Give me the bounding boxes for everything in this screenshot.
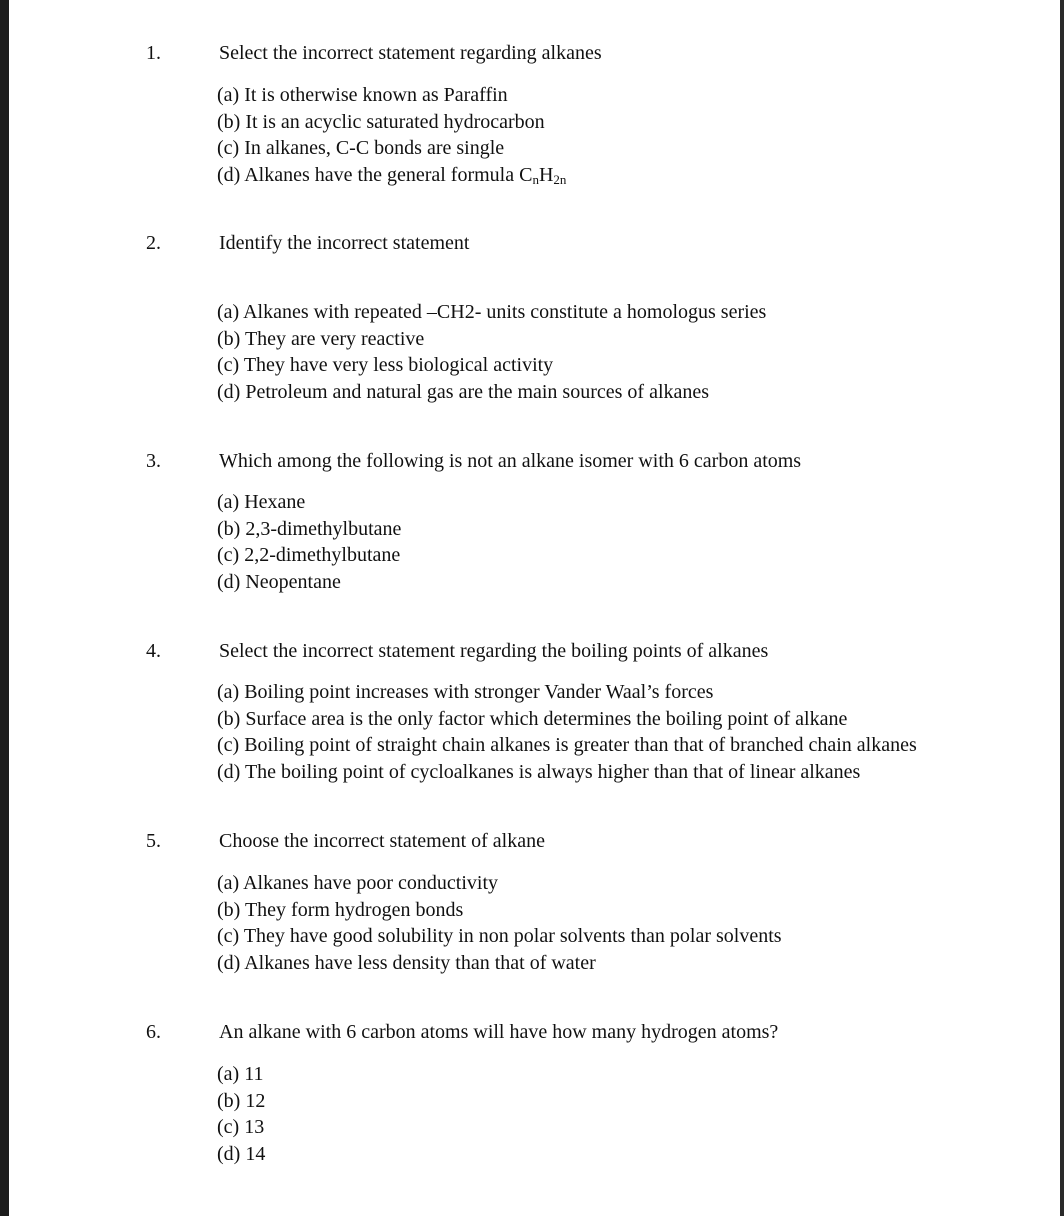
option-a: (a) Alkanes with repeated –CH2- units constitute a homologus series [217,301,767,323]
option-c: (c) Boiling point of straight chain alkanes is greater than that of branched chain alkanes [217,734,917,757]
question-number: 6. [146,1021,161,1043]
option-list [217,489,401,596]
question-number: 1. [146,42,161,64]
option-d: (d) The boiling point of cycloalkanes is always higher than that of linear alkanes [217,761,861,784]
option-c: (c) In alkanes, C-C bonds are single [217,137,505,160]
question-text: Select the incorrect statement regarding alkanes [219,42,602,64]
question-text: Which among the following is not an alkane isomer with 6 carbon atoms [219,450,802,472]
question-number: 4. [146,640,161,662]
option-list [217,870,782,977]
page-edge-left [0,0,9,1216]
question-text: An alkane with 6 carbon atoms will have how many hydrogen atoms? [219,1021,779,1043]
option-c: (c) 2,2-dimethylbutane [217,544,401,567]
formula-hydrogen: H [538,164,554,187]
option-d: (d) Alkanes have less density than that of water [217,952,596,975]
question-text: Identify the incorrect statement [219,232,470,254]
option-a: (a) Alkanes have poor conductivity [217,872,499,894]
formula-subscript-2n: 2n [553,172,567,188]
option-b: (b) 12 [217,1089,266,1112]
option-c: (c) They have good solubility in non polar solvents than polar solvents [217,925,782,948]
question-text: Choose the incorrect statement of alkane [219,830,545,852]
option-b: (b) It is an acyclic saturated hydrocarbon [217,110,545,133]
option-c: (c) 13 [217,1116,265,1139]
option-a: (a) Boiling point increases with stronger Vander Waal’s forces [217,681,714,703]
option-a: (a) It is otherwise known as Paraffin [217,84,508,106]
question-text: Select the incorrect statement regarding the boiling points of alkanes [219,640,769,662]
option-list [217,82,566,189]
question-number: 5. [146,830,161,852]
option-a: (a) 11 [217,1063,264,1085]
option-list [217,679,917,786]
option-d: (d) 14 [217,1143,266,1166]
option-c: (c) They have very less biological activity [217,354,554,377]
option-a: (a) Hexane [217,491,306,513]
option-list [217,1061,265,1168]
option-d-text: (d) Alkanes have the general formula C [217,164,533,187]
formula-subscript-n: n [532,172,539,188]
question-number: 2. [146,232,161,254]
option-d: (d) Neopentane [217,571,341,594]
option-list [217,299,766,406]
option-d [217,162,566,189]
option-b: (b) They are very reactive [217,327,425,350]
option-b: (b) They form hydrogen bonds [217,898,464,921]
option-d: (d) Petroleum and natural gas are the main sources of alkanes [217,381,710,404]
question-number: 3. [146,450,161,472]
option-b: (b) 2,3-dimethylbutane [217,517,402,540]
page-edge-right [1060,0,1064,1216]
option-b: (b) Surface area is the only factor which determines the boiling point of alkane [217,707,848,730]
